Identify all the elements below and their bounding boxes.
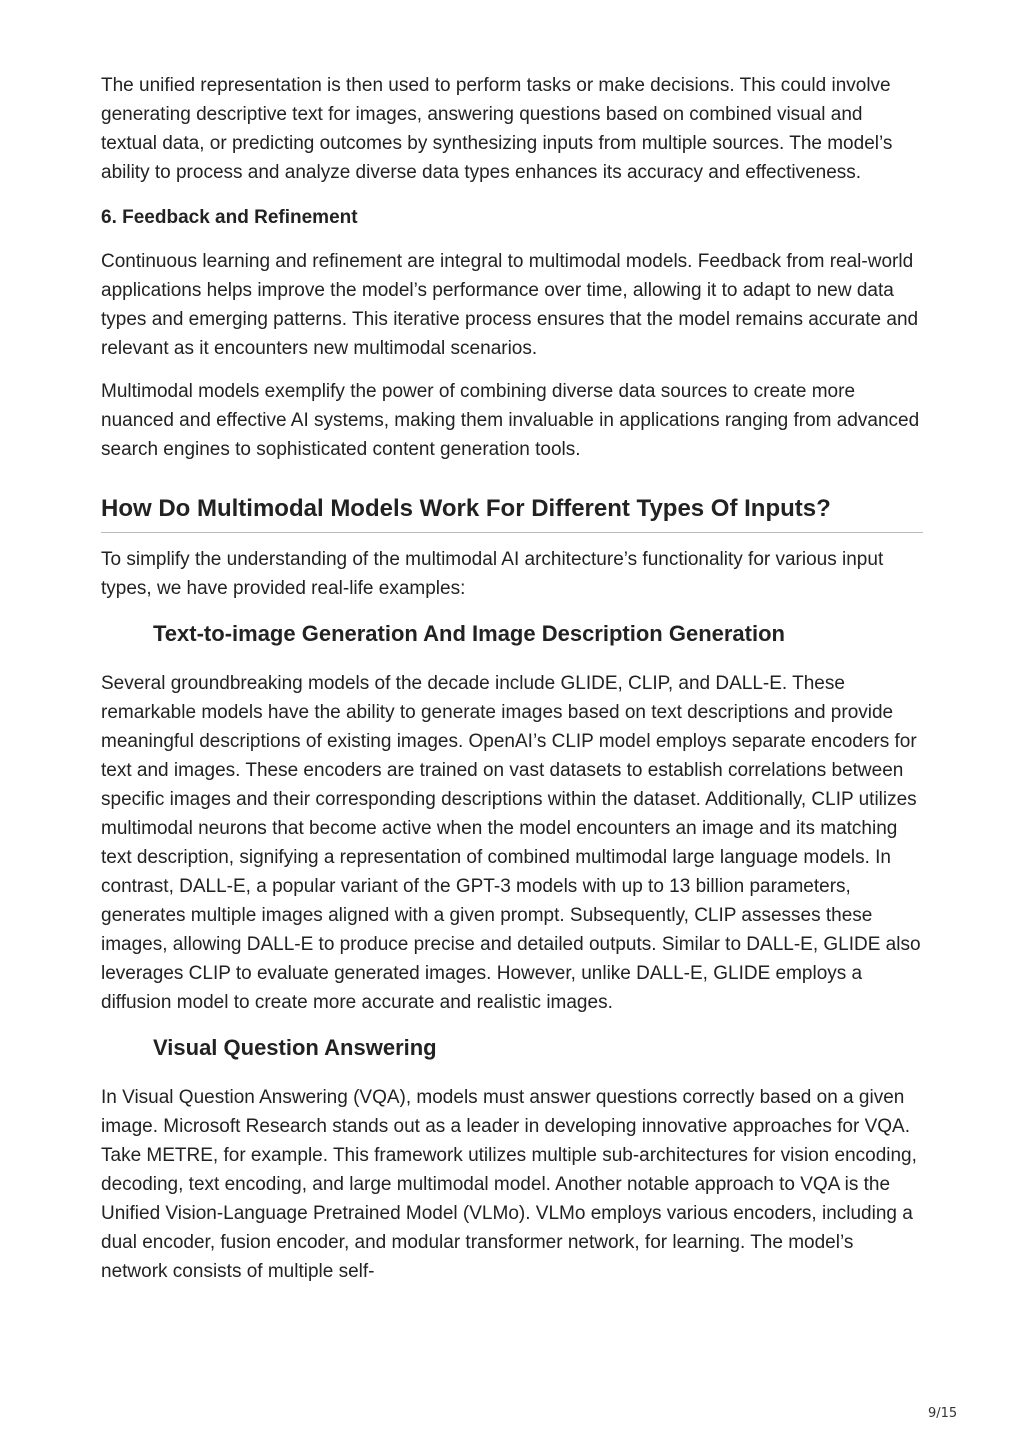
paragraph-unified-representation: The unified representation is then used to perform tasks or make decisions. This could involve generating descriptive text for images, answering questions based on combined visual and textual data, or predicting outcomes by synthesizing inputs from multiple sources. The model’s ability to process and analyze diverse data types enhances its accuracy and effectiveness. [101, 75, 893, 183]
paragraph-section-intro: To simplify the understanding of the multimodal AI architecture’s functionality for various input types, we have provided real-life examples: [101, 549, 884, 599]
article-page [101, 71, 923, 1300]
paragraph-summary: Multimodal models exemplify the power of combining diverse data sources to create more nuanced and effective AI systems, making them invaluable in applications ranging from advanced search engines to sophisticated content generation tools. [101, 381, 920, 460]
heading-feedback-refinement: 6. Feedback and Refinement [101, 207, 358, 228]
heading-visual-question-answering: Visual Question Answering [153, 1035, 437, 1060]
heading-text-to-image: Text-to-image Generation And Image Description Generation [153, 621, 785, 646]
paragraph-feedback: Continuous learning and refinement are integral to multimodal models. Feedback from real-world applications helps improve the model’s performance over time, allowing it to adapt to new data types and emerging patterns. This iterative process ensures that the model remains accurate and relevant as it encounters new multimodal scenarios. [101, 251, 919, 359]
paragraph-visual-question-answering: In Visual Question Answering (VQA), models must answer questions correctly based on a given image. Microsoft Research stands out as a leader in developing innovative approaches for VQA. Take METRE, for example. This framework utilizes multiple sub-architectures for vision encoding, decoding, text encoding, and large multimodal model. Another notable approach to VQA is the Unified Vision-Language Pretrained Model (VLMo). VLMo employs various encoders, including a dual encoder, fusion encoder, and modular transformer network, for learning. The model’s network consists of multiple self- [101, 1087, 917, 1282]
page-number: 9/15 [928, 1406, 958, 1421]
paragraph-text-to-image: Several groundbreaking models of the decade include GLIDE, CLIP, and DALL-E. These remarkable models have the ability to generate images based on text descriptions and provide meaningful descriptions of existing images. OpenAI’s CLIP model employs separate encoders for text and images. These encoders are trained on vast datasets to establish correlations between specific images and their corresponding descriptions within the dataset. Additionally, CLIP utilizes multimodal neurons that become active when the model encounters an image and its matching text description, signifying a representation of combined multimodal large language models. In contrast, DALL-E, a popular variant of the GPT-3 models with up to 13 billion parameters, generates multiple images aligned with a given prompt. Subsequently, CLIP assesses these images, allowing DALL-E to produce precise and detailed outputs. Similar to DALL-E, GLIDE also leverages CLIP to evaluate generated images. However, unlike DALL-E, GLIDE employs a diffusion model to create more accurate and realistic images. [101, 673, 921, 1013]
section-title-multimodal-inputs: How Do Multimodal Models Work For Different Types Of Inputs? [101, 492, 923, 533]
